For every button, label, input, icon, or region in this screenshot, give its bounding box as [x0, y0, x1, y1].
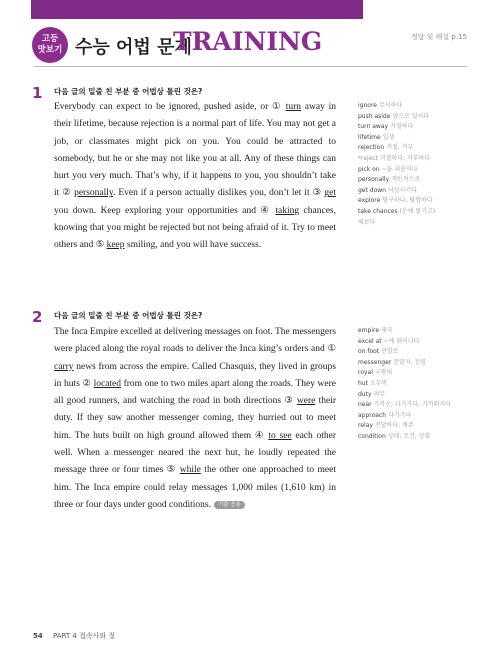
vocab-item — [358, 368, 470, 379]
vocab-meaning: 일생 — [382, 133, 395, 141]
question-prompt: 다음 글의 밑줄 친 부분 중 어법상 틀린 것은? — [54, 311, 203, 320]
vocab-meaning: 가까운; 다가가다, 가까워지다 — [373, 401, 451, 409]
level-badge — [32, 27, 68, 63]
vocab-word: rejection — [358, 144, 385, 152]
vocab-item — [358, 358, 470, 369]
vocab-meaning: 오두막 — [369, 379, 388, 387]
vocab-item — [358, 186, 470, 197]
vocab-meaning: 국왕의 — [374, 369, 393, 377]
vocab-item — [358, 122, 470, 133]
vocabulary-list — [358, 326, 470, 443]
passage-text: each other well. When a messenger neared the next hut, he loudly repeated the message three or four times ⑤ — [54, 430, 336, 476]
vocab-meaning: 해보다 — [358, 218, 376, 226]
passage-text: the other one approached to meet him. The Inca empire could relay messages 1,000 miles (1,610 km) in three or four days under good conditions. — [54, 465, 336, 510]
vocab-meaning: *reject 거절하다, 거부하다 — [358, 154, 431, 162]
passage-text: their duty. If they saw another messenger coming, they hurried out to meet him. The huts built on high ground allowed them ④ — [54, 396, 336, 441]
passage-text: chances, knowing that you might be rejected but not being afraid of it. Try to meet others and ⑤ — [54, 205, 336, 251]
vocab-meaning: 낙심시키다 — [387, 186, 417, 194]
passage-text: from one to two miles apart along the roads. They were all good runners, and watching the road in both directions ③ — [54, 378, 336, 407]
vocab-meaning: (운에 맡기고) — [399, 207, 436, 215]
underlined-choice: turn — [285, 102, 302, 112]
vocab-item — [358, 400, 470, 411]
vocab-word: royal — [358, 369, 373, 377]
vocab-word: pick on — [358, 165, 380, 173]
vocab-meaning: ~에 뛰어나다 — [383, 337, 420, 345]
underlined-choice: get — [324, 188, 336, 199]
passage-text: The Inca Empire excelled at delivering messages on foot. The messengers were placed along the royal roads to deliver the Inca king’s orders and ① — [54, 327, 336, 355]
vocab-item — [358, 218, 470, 229]
vocab-meaning: 전달자, 전령 — [393, 358, 427, 366]
vocab-item — [358, 154, 470, 165]
question-prompt: 다음 글의 밑줄 친 부분 중 어법상 틀린 것은? — [54, 87, 203, 96]
badge-line-1: 고등 — [41, 34, 59, 44]
vocab-meaning: 다가가다 — [388, 411, 412, 419]
vocab-item — [358, 175, 470, 186]
passage-text: . Even if a person actually dislikes you, don’t let it ③ — [113, 188, 325, 199]
part-label: PART 4 접속사와 절 — [52, 632, 116, 640]
question-passage — [54, 99, 336, 255]
underlined-choice: located — [93, 378, 122, 389]
vocab-meaning: 거절하다 — [390, 123, 414, 131]
vocab-word: on foot — [358, 348, 380, 356]
vocab-meaning: 전달하다; 계주 — [374, 422, 414, 430]
question-number: 2 — [32, 308, 43, 326]
vocab-word: approach — [358, 411, 387, 419]
underlined-choice: keep — [106, 240, 125, 251]
vocab-word: take chances — [358, 207, 398, 215]
passage-text: Everybody can expect to be ignored, pushed aside, or ① — [54, 102, 286, 112]
vocab-item — [358, 207, 470, 218]
passage-text: you down. Keep exploring your opportunities and ④ — [54, 205, 276, 216]
vocab-meaning: 상태; 조건; 상황 — [387, 432, 431, 440]
passage-text: news from across the empire. Called Chasquis, they lived in groups in huts ② — [54, 361, 336, 389]
question-passage — [54, 324, 336, 514]
underlined-choice: to see — [268, 430, 292, 441]
underlined-choice: taking — [275, 205, 300, 216]
vocab-item — [358, 165, 470, 176]
passage-text: away in their lifetime, because rejection is a normal part of life. You may not get a job, or classmates might pick on you. You could be attracted to somebody, but he or she may not like you at all. Any of these things can hurt you very much. That’s why, if it happens to you, you shouldn’t take it ② — [54, 102, 336, 199]
vocab-word: explore — [358, 197, 381, 205]
vocab-word: near — [358, 401, 372, 409]
answer-reference: 정답 및 해설 p.15 — [410, 33, 467, 41]
vocab-word: push aside — [358, 112, 391, 120]
header-divider — [34, 66, 467, 67]
underlined-choice: personally — [74, 188, 114, 199]
vocab-item — [358, 337, 470, 348]
vocab-word: duty — [358, 390, 372, 398]
vocab-meaning: 개인적으로 — [391, 176, 421, 184]
vocab-item — [358, 101, 470, 112]
vocab-word: ignore — [358, 102, 377, 109]
vocab-word: messenger — [358, 358, 392, 366]
vocab-item — [358, 411, 470, 422]
badge-line-2: 맛보기 — [37, 45, 63, 55]
vocabulary-list — [358, 101, 470, 228]
vocab-word: relay — [358, 422, 373, 430]
vocab-item — [358, 421, 470, 432]
vocab-meaning: 의무 — [373, 390, 386, 398]
underlined-choice: were — [296, 396, 316, 407]
page-number: 54 — [33, 632, 43, 640]
vocab-word: get down — [358, 186, 386, 194]
vocab-meaning: 무시하다 — [378, 102, 403, 109]
vocab-item — [358, 133, 470, 144]
underlined-choice: carry — [54, 361, 74, 372]
underlined-choice: while — [179, 465, 201, 476]
vocab-meaning: 연발로 — [381, 348, 399, 356]
vocab-meaning: 탐구하다; 탐험하다 — [382, 197, 433, 205]
vocab-item — [358, 347, 470, 358]
source-tag: 기출 응용 — [214, 501, 245, 509]
vocab-word: excel at — [358, 337, 382, 345]
question-number: 1 — [32, 84, 43, 102]
vocab-meaning: 옆으로 밀치다 — [392, 112, 430, 120]
vocab-word: empire — [358, 327, 380, 334]
vocab-word: turn away — [358, 123, 389, 131]
passage-text: smiling, and you will have success. — [124, 240, 262, 251]
vocab-item — [358, 326, 470, 337]
vocab-item — [358, 432, 470, 443]
vocab-item — [358, 143, 470, 154]
page-footer — [33, 631, 115, 641]
vocab-word: personally — [358, 176, 390, 184]
vocab-word: condition — [358, 432, 386, 440]
section-title-accent: TRAINING — [173, 27, 323, 56]
section-title: 수능 어법 문제 — [75, 37, 192, 58]
vocab-word: lifetime — [358, 133, 381, 141]
vocab-meaning: 제국 — [381, 327, 393, 334]
header-color-bar — [31, 0, 363, 19]
vocab-meaning: ~을 괴롭히다 — [381, 165, 418, 173]
vocab-meaning: 거절, 거부 — [386, 144, 414, 152]
vocab-item — [358, 112, 470, 123]
vocab-item — [358, 390, 470, 401]
vocab-word: hut — [358, 379, 368, 387]
vocab-item — [358, 196, 470, 207]
vocab-item — [358, 379, 470, 390]
